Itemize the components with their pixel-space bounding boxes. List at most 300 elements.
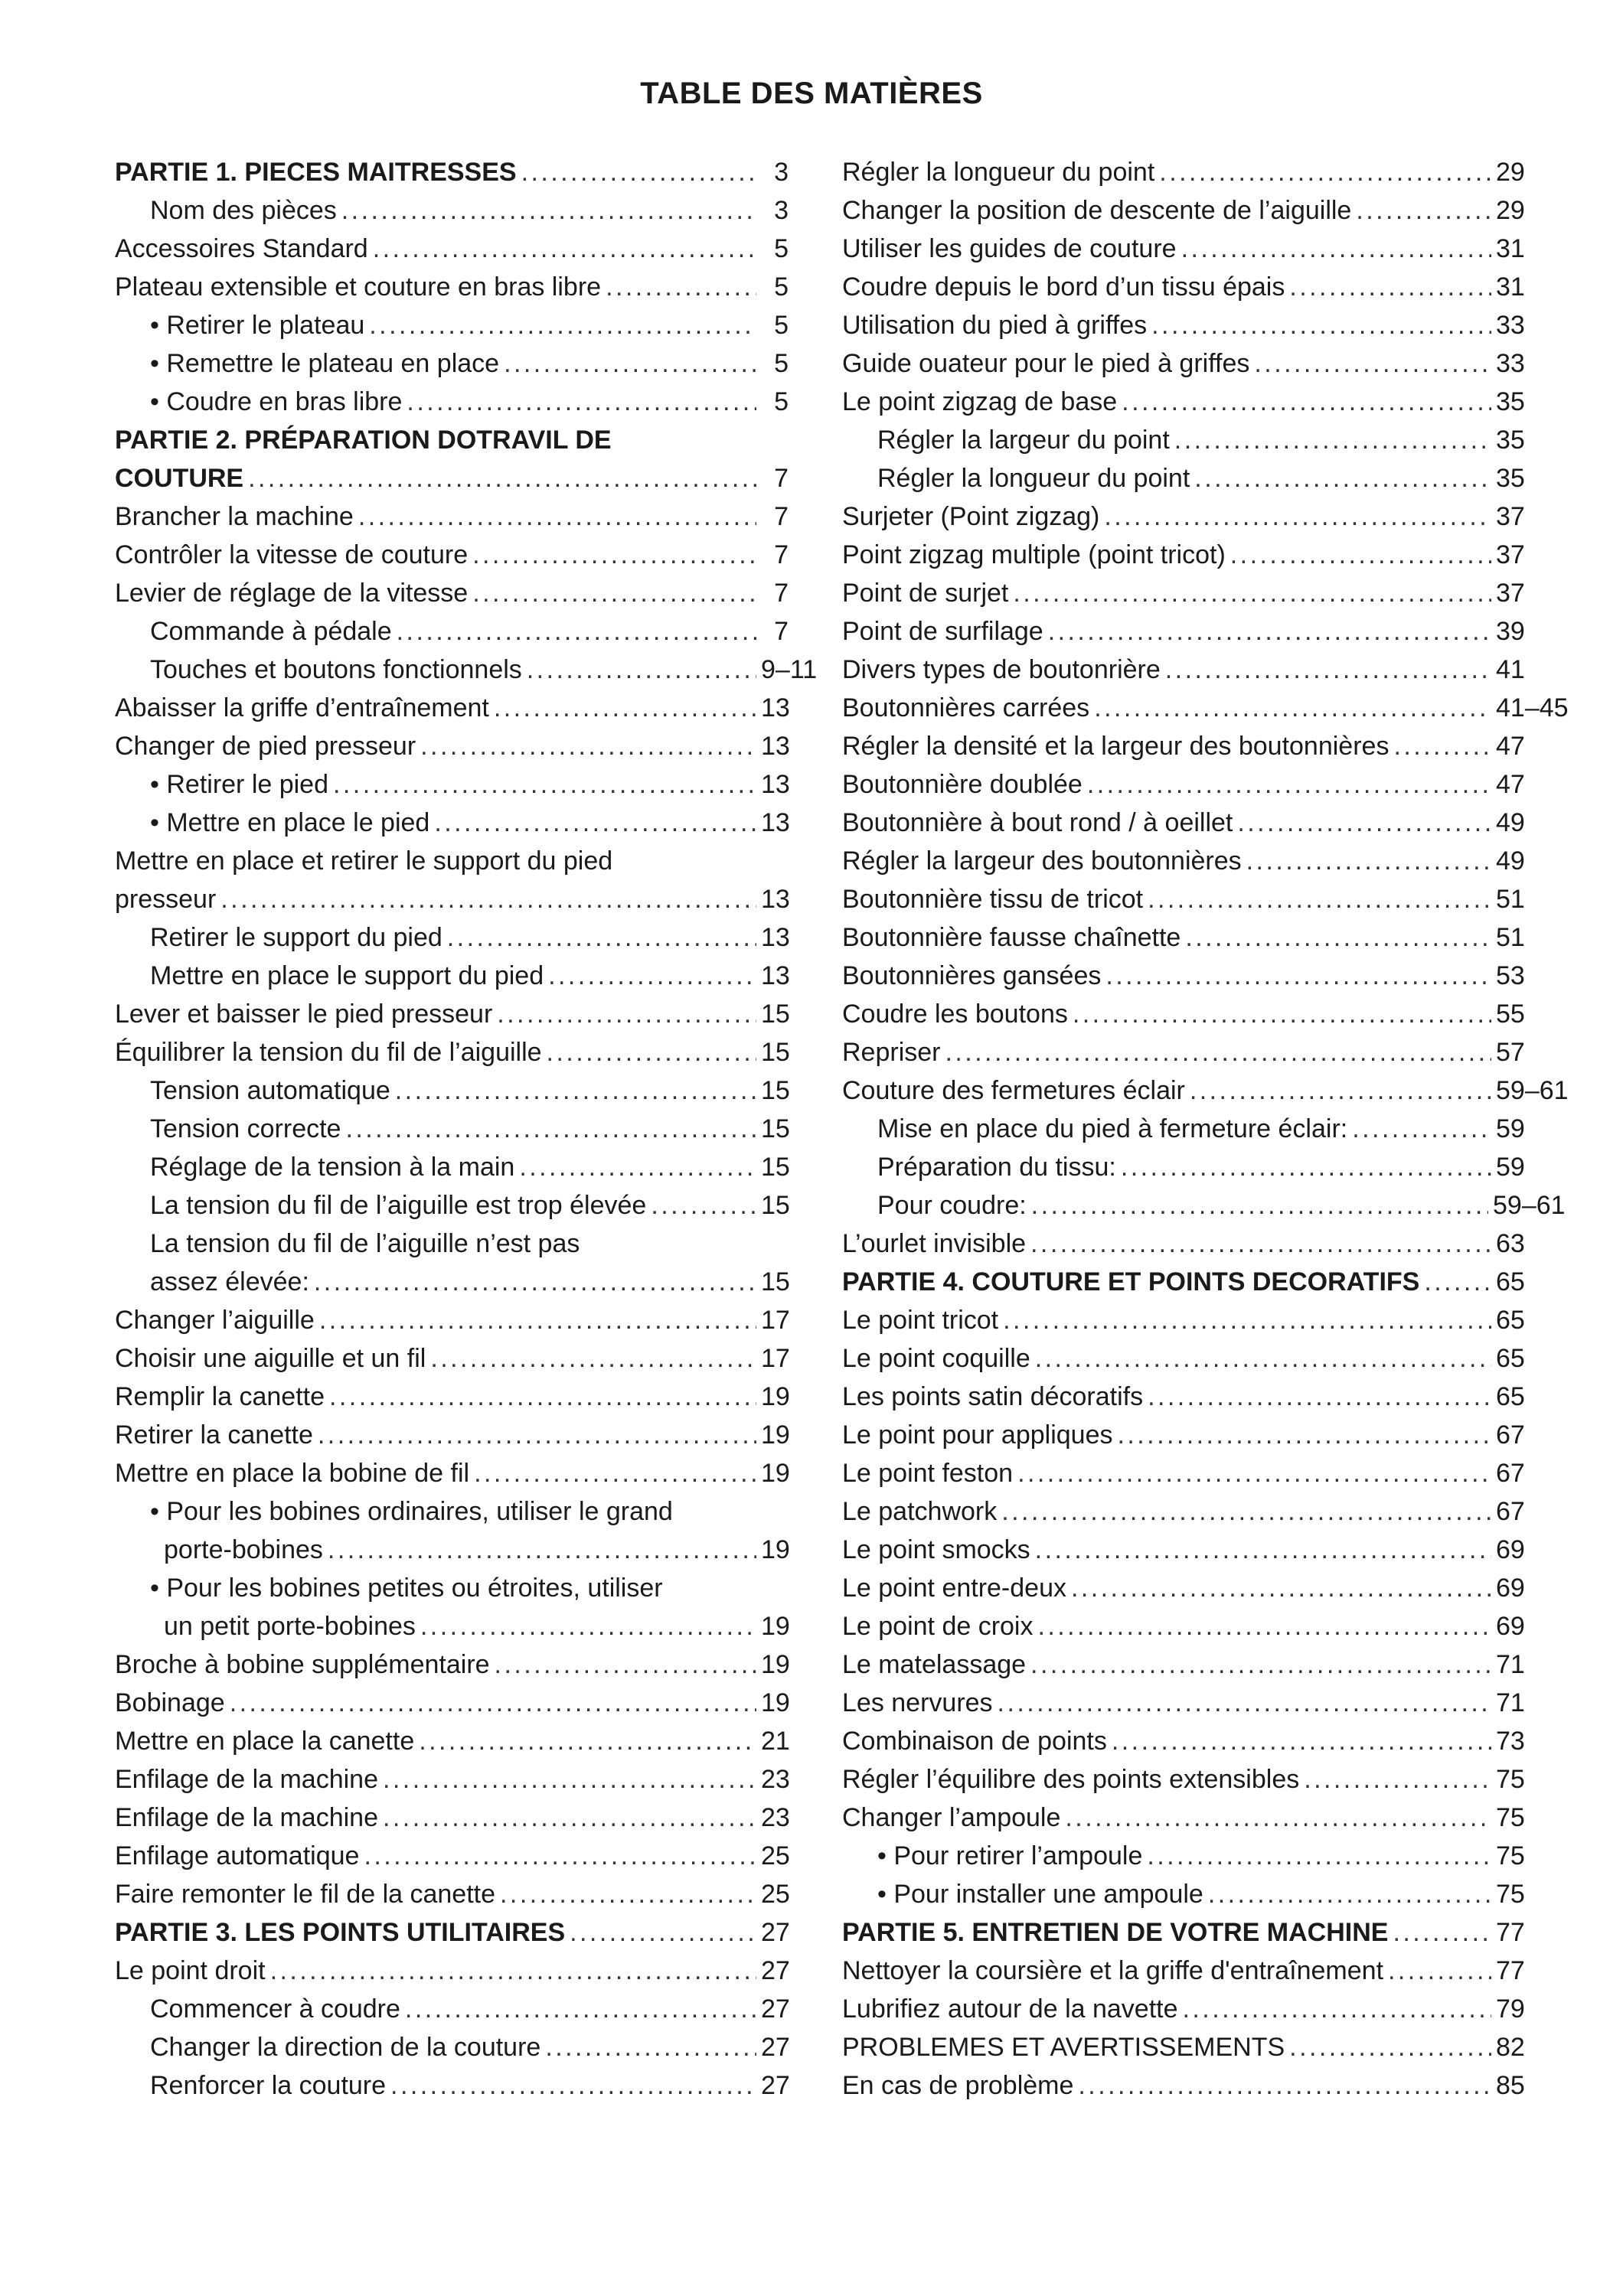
- toc-entry: [842, 1722, 1523, 1760]
- toc-page-number: 85: [1496, 2071, 1525, 2100]
- toc-page-number: 5: [774, 349, 789, 378]
- toc-page-number: 51: [1496, 885, 1525, 914]
- toc-entry: [842, 1225, 1523, 1263]
- toc-entry: [115, 383, 789, 421]
- dot-leader: [1094, 689, 1491, 727]
- toc-entry-label: PROBLEMES ET AVERTISSEMENTS: [842, 2033, 1285, 2062]
- dot-leader: [248, 459, 756, 497]
- dot-leader: [1352, 1110, 1491, 1148]
- toc-entry: [842, 1071, 1569, 1110]
- toc-entry-label: Utilisation du pied à griffes: [842, 311, 1148, 340]
- toc-entry: [842, 1110, 1523, 1148]
- toc-entry-label: Le point coquille: [842, 1344, 1030, 1373]
- toc-entry: [115, 880, 789, 918]
- toc-entry-label: Changer l’aiguille: [115, 1306, 315, 1335]
- toc-entry-label: • Pour retirer l’ampoule: [877, 1841, 1143, 1870]
- toc-entry-label: L’ourlet invisible: [842, 1229, 1027, 1258]
- dot-leader: [1254, 344, 1491, 383]
- toc-entry: [842, 651, 1523, 689]
- toc-page-number: 49: [1496, 846, 1525, 876]
- dot-leader: [472, 574, 756, 612]
- dot-leader: [390, 2066, 756, 2105]
- toc-entry-label: Pour coudre:: [877, 1191, 1027, 1220]
- toc-entry: [842, 727, 1523, 765]
- toc-entry: [842, 2028, 1523, 2066]
- dot-leader: [998, 1684, 1491, 1722]
- dot-leader: [545, 2028, 756, 2066]
- toc-page-number: 65: [1496, 1344, 1525, 1373]
- toc-entry-label: Mettre en place la canette: [115, 1727, 415, 1756]
- toc-page-number: 75: [1496, 1765, 1525, 1794]
- toc-entry-label: Utiliser les guides de couture: [842, 234, 1177, 263]
- toc-entry-label: Régler la longueur du point: [842, 158, 1155, 187]
- toc-entry: [842, 1875, 1523, 1913]
- dot-leader: [1151, 306, 1491, 344]
- toc-entry-label: Contrôler la vitesse de couture: [115, 540, 469, 569]
- dot-leader: [405, 1990, 756, 2028]
- dot-leader: [548, 957, 756, 995]
- toc-entry-label: Le point tricot: [842, 1306, 999, 1335]
- dot-leader: [1148, 1378, 1491, 1416]
- toc-entry: [842, 1569, 1523, 1607]
- toc-entry: [842, 1837, 1523, 1875]
- toc-entry-label: La tension du fil de l’aiguille est trop élevée: [150, 1191, 647, 1220]
- toc-entry: [115, 689, 789, 727]
- dot-leader: [230, 1684, 756, 1722]
- toc-entry: [115, 612, 789, 651]
- toc-entry: [842, 191, 1523, 230]
- toc-page-number: 27: [761, 2071, 790, 2100]
- toc-entry: [115, 1225, 789, 1263]
- dot-leader: [447, 918, 756, 957]
- toc-page-number: 21: [761, 1727, 790, 1756]
- toc-page-number: 55: [1496, 1000, 1525, 1029]
- toc-entry: [842, 1760, 1523, 1799]
- dot-leader: [329, 1378, 756, 1416]
- toc-entry-label: Boutonnières carrées: [842, 693, 1090, 722]
- toc-page-number: 7: [774, 464, 789, 493]
- toc-entry: [115, 1569, 789, 1607]
- toc-entry-label: Tension correcte: [150, 1114, 341, 1143]
- toc-entry-label: PARTIE 2. PRÉPARATION DOTRAVIL DE: [115, 426, 612, 455]
- toc-section-heading: [115, 153, 789, 191]
- toc-entry: [115, 1148, 789, 1186]
- toc-page-number: 27: [761, 2033, 790, 2062]
- dot-leader: [1356, 191, 1491, 230]
- toc-entry: [115, 1684, 789, 1722]
- toc-page-number: 49: [1496, 808, 1525, 837]
- toc-entry-label: Commencer à coudre: [150, 1994, 400, 2024]
- dot-leader: [358, 497, 756, 536]
- dot-leader: [420, 1607, 756, 1645]
- toc-page-number: 13: [761, 808, 790, 837]
- dot-leader: [1048, 612, 1491, 651]
- toc-entry-label: Lubrifiez autour de la navette: [842, 1994, 1178, 2024]
- toc-page-number: 15: [761, 1191, 790, 1220]
- toc-entry: [115, 918, 789, 957]
- toc-entry: [842, 995, 1523, 1033]
- toc-entry: [115, 1531, 789, 1569]
- dot-leader: [1230, 536, 1491, 574]
- toc-page-number: 82: [1496, 2033, 1525, 2062]
- toc-entry: [115, 727, 789, 765]
- dot-leader: [1246, 842, 1491, 880]
- toc-page-number: 31: [1496, 234, 1525, 263]
- toc-page-number: 13: [761, 961, 790, 990]
- toc-page-number: 23: [761, 1765, 790, 1794]
- toc-entry-label: • Retirer le plateau: [150, 311, 365, 340]
- dot-leader: [1035, 1339, 1491, 1378]
- toc-entry: [842, 1454, 1523, 1492]
- toc-entry-label: Lever et baisser le pied presseur: [115, 1000, 493, 1029]
- toc-entry: [115, 1645, 789, 1684]
- dot-leader: [1185, 918, 1491, 957]
- dot-leader: [1289, 268, 1491, 306]
- dot-leader: [1121, 1148, 1491, 1186]
- toc-entry-label: Touches et boutons fonctionnels: [150, 655, 522, 684]
- toc-entry: [842, 383, 1523, 421]
- dot-leader: [651, 1186, 756, 1225]
- toc-entry: [115, 842, 789, 880]
- toc-entry-label: Régler l’équilibre des points extensibles: [842, 1765, 1300, 1794]
- toc-entry: [115, 1186, 789, 1225]
- dot-leader: [1001, 1492, 1491, 1531]
- toc-entry: [842, 1339, 1523, 1378]
- toc-entry: [842, 689, 1569, 727]
- toc-section-heading: [115, 1913, 789, 1952]
- dot-leader: [1030, 1645, 1491, 1684]
- toc-entry: [115, 1722, 789, 1760]
- toc-section-heading: [115, 421, 789, 459]
- toc-entry: [842, 1301, 1523, 1339]
- toc-page-number: 59: [1496, 1153, 1525, 1182]
- toc-entry-label: Les points satin décoratifs: [842, 1382, 1144, 1411]
- toc-page-number: 35: [1496, 426, 1525, 455]
- toc-entry-label: Accessoires Standard: [115, 234, 368, 263]
- dot-leader: [519, 1148, 756, 1186]
- toc-page-number: 77: [1496, 1918, 1525, 1947]
- toc-page-number: 7: [774, 540, 789, 569]
- toc-page-number: 19: [761, 1688, 790, 1717]
- toc-entry: [842, 1186, 1566, 1225]
- toc-page-number: 37: [1496, 502, 1525, 531]
- toc-page-number: 7: [774, 617, 789, 646]
- toc-page-number: 7: [774, 502, 789, 531]
- dot-leader: [497, 995, 756, 1033]
- dot-leader: [472, 536, 756, 574]
- dot-leader: [1393, 727, 1491, 765]
- toc-entry: [115, 1301, 789, 1339]
- toc-entry-label: Le point feston: [842, 1459, 1014, 1488]
- toc-entry-label: Équilibrer la tension du fil de l’aiguille: [115, 1038, 542, 1067]
- toc-page-number: 35: [1496, 464, 1525, 493]
- toc-page-number: 7: [774, 579, 789, 608]
- toc-page-number: 69: [1496, 1535, 1525, 1564]
- toc-entry: [115, 1607, 789, 1645]
- toc-page-number: 15: [761, 1000, 790, 1029]
- toc-entry-label: La tension du fil de l’aiguille n’est pas: [150, 1229, 580, 1258]
- toc-page-number: 75: [1496, 1841, 1525, 1870]
- toc-entry: [842, 574, 1523, 612]
- toc-entry: [115, 306, 789, 344]
- dot-leader: [328, 1531, 756, 1569]
- dot-leader: [606, 268, 756, 306]
- dot-leader: [1289, 2028, 1491, 2066]
- toc-entry: [842, 230, 1523, 268]
- toc-page-number: 13: [761, 770, 790, 799]
- toc-page-number: 71: [1496, 1650, 1525, 1679]
- toc-page-number: 59–61: [1496, 1076, 1569, 1105]
- toc-entry: [115, 804, 789, 842]
- dot-leader: [318, 1416, 756, 1454]
- toc-entry: [842, 1492, 1523, 1531]
- dot-leader: [1190, 1071, 1491, 1110]
- toc-entry-label: Boutonnière tissu de tricot: [842, 885, 1144, 914]
- toc-entry: [115, 1492, 789, 1531]
- toc-entry: [115, 497, 789, 536]
- toc-page-number: 41–45: [1496, 693, 1569, 722]
- toc-entry-label: Préparation du tissu:: [877, 1153, 1116, 1182]
- dot-leader: [1183, 1990, 1491, 2028]
- toc-entry-label: • Mettre en place le pied: [150, 808, 430, 837]
- toc-page-number: 75: [1496, 1880, 1525, 1909]
- toc-page-number: 67: [1496, 1497, 1525, 1526]
- toc-entry: [842, 306, 1523, 344]
- dot-leader: [319, 1301, 756, 1339]
- toc-entry: [115, 1339, 789, 1378]
- toc-page-number: 39: [1496, 617, 1525, 646]
- dot-leader: [504, 344, 756, 383]
- toc-entry: [842, 1378, 1523, 1416]
- toc-entry-label: Réglage de la tension à la main: [150, 1153, 515, 1182]
- dot-leader: [1038, 1607, 1492, 1645]
- toc-entry: [115, 1416, 789, 1454]
- toc-page-number: 47: [1496, 770, 1525, 799]
- dot-leader: [1104, 497, 1491, 536]
- toc-entry: [842, 1033, 1523, 1071]
- toc-entry-label: PARTIE 3. LES POINTS UTILITAIRES: [115, 1918, 566, 1947]
- dot-leader: [474, 1454, 756, 1492]
- toc-entry: [842, 842, 1523, 880]
- toc-entry-label: Brancher la machine: [115, 502, 354, 531]
- dot-leader: [314, 1263, 756, 1301]
- toc-page-number: 15: [761, 1153, 790, 1182]
- toc-page-number: 57: [1496, 1038, 1525, 1067]
- toc-entry-label: Point zigzag multiple (point tricot): [842, 540, 1226, 569]
- toc-entry: [115, 957, 789, 995]
- toc-entry: [115, 268, 789, 306]
- toc-page-number: 29: [1496, 196, 1525, 225]
- dot-leader: [1237, 804, 1491, 842]
- toc-entry: [842, 1684, 1523, 1722]
- dot-leader: [1159, 153, 1491, 191]
- toc-page-number: 33: [1496, 311, 1525, 340]
- toc-entry: [115, 230, 789, 268]
- toc-entry-label: Retirer la canette: [115, 1420, 313, 1450]
- toc-entry-label: Point de surjet: [842, 579, 1009, 608]
- toc-entry-label: presseur: [115, 885, 217, 914]
- dot-leader: [1078, 2066, 1491, 2105]
- dot-leader: [220, 880, 756, 918]
- toc-entry: [115, 1837, 789, 1875]
- toc-page-number: 19: [761, 1650, 790, 1679]
- toc-entry: [115, 765, 789, 804]
- dot-leader: [547, 1033, 756, 1071]
- toc-entry-label: Broche à bobine supplémentaire: [115, 1650, 490, 1679]
- toc-page-number: 71: [1496, 1688, 1525, 1717]
- dot-leader: [1013, 574, 1491, 612]
- dot-leader: [395, 1071, 756, 1110]
- toc-entry: [115, 1378, 789, 1416]
- toc-entry-label: Changer la position de descente de l’aiguille: [842, 196, 1352, 225]
- toc-entry: [842, 536, 1523, 574]
- toc-entry-label: Changer la direction de la couture: [150, 2033, 541, 2062]
- toc-page-number: 5: [774, 272, 789, 302]
- toc-entry: [842, 153, 1523, 191]
- dot-leader: [1304, 1760, 1491, 1799]
- toc-entry: [115, 995, 789, 1033]
- toc-section-heading: [842, 1263, 1523, 1301]
- toc-entry-label: PARTIE 1. PIECES MAITRESSES: [115, 158, 517, 187]
- toc-page-number: 75: [1496, 1803, 1525, 1832]
- toc-page-number: 41: [1496, 655, 1525, 684]
- toc-page-number: 51: [1496, 923, 1525, 952]
- toc-entry-label: Boutonnière fausse chaînette: [842, 923, 1181, 952]
- toc-page-number: 3: [774, 196, 789, 225]
- toc-entry-label: Mettre en place le support du pied: [150, 961, 544, 990]
- toc-entry: [842, 1607, 1523, 1645]
- toc-entry: [842, 765, 1523, 804]
- dot-leader: [1035, 1531, 1491, 1569]
- toc-entry: [842, 612, 1523, 651]
- toc-entry: [842, 1799, 1523, 1837]
- toc-page-number: 73: [1496, 1727, 1525, 1756]
- toc-entry-label: Nettoyer la coursière et la griffe d'entraînement: [842, 1956, 1384, 1985]
- toc-entry-label: Le point de croix: [842, 1612, 1034, 1641]
- toc-entry-label: Levier de réglage de la vitesse: [115, 579, 469, 608]
- dot-leader: [1105, 957, 1491, 995]
- toc-entry-label: Commande à pédale: [150, 617, 392, 646]
- toc-entry-label: Repriser: [842, 1038, 941, 1067]
- toc-page-number: 3: [774, 158, 789, 187]
- dot-leader: [1174, 421, 1491, 459]
- toc-entry-label: En cas de problème: [842, 2071, 1074, 2100]
- toc-entry-label: Nom des pièces: [150, 196, 337, 225]
- toc-page-number: 5: [774, 387, 789, 416]
- dot-leader: [1017, 1454, 1491, 1492]
- dot-leader: [945, 1033, 1491, 1071]
- toc-page-number: 63: [1496, 1229, 1525, 1258]
- dot-leader: [383, 1760, 756, 1799]
- toc-entry: [115, 536, 789, 574]
- toc-page-number: 69: [1496, 1612, 1525, 1641]
- dot-leader: [1031, 1186, 1488, 1225]
- toc-page-number: 15: [761, 1038, 790, 1067]
- toc-entry-label: porte-bobines: [164, 1535, 323, 1564]
- toc-entry: [842, 957, 1523, 995]
- toc-page-number: 25: [761, 1841, 790, 1870]
- dot-leader: [369, 306, 756, 344]
- toc-entry-label: • Remettre le plateau en place: [150, 349, 500, 378]
- toc-entry: [842, 497, 1523, 536]
- page-title: TABLE DES MATIÈRES: [640, 77, 983, 110]
- toc-entry-label: Le patchwork: [842, 1497, 998, 1526]
- toc-entry-label: Surjeter (Point zigzag): [842, 502, 1100, 531]
- toc-page-number: 79: [1496, 1994, 1525, 2024]
- toc-page-number: 37: [1496, 540, 1525, 569]
- toc-section-heading: [115, 459, 789, 497]
- toc-page-number: 65: [1496, 1382, 1525, 1411]
- toc-page-number: 19: [761, 1459, 790, 1488]
- toc-entry-label: Boutonnière doublée: [842, 770, 1083, 799]
- toc-page-number: 15: [761, 1114, 790, 1143]
- toc-page-number: 13: [761, 885, 790, 914]
- toc-entry-label: assez élevée:: [150, 1267, 309, 1296]
- toc-page-number: 15: [761, 1076, 790, 1105]
- toc-entry-label: Le point zigzag de base: [842, 387, 1118, 416]
- toc-entry-label: • Retirer le pied: [150, 770, 329, 799]
- toc-section-heading: [842, 1913, 1523, 1952]
- dot-leader: [1181, 230, 1491, 268]
- toc-page-number: 9–11: [761, 655, 818, 684]
- toc-entry-label: Faire remonter le fil de la canette: [115, 1880, 496, 1909]
- toc-entry: [115, 1071, 789, 1110]
- dot-leader: [1388, 1952, 1491, 1990]
- toc-entry: [842, 1416, 1523, 1454]
- toc-entry-label: • Pour installer une ampoule: [877, 1880, 1203, 1909]
- toc-entry: [842, 1148, 1523, 1186]
- toc-entry-label: Le point smocks: [842, 1535, 1030, 1564]
- dot-leader: [494, 689, 756, 727]
- toc-entry-label: Régler la largeur des boutonnières: [842, 846, 1242, 876]
- toc-entry-label: Coudre les boutons: [842, 1000, 1068, 1029]
- dot-leader: [1208, 1875, 1491, 1913]
- dot-leader: [1030, 1225, 1491, 1263]
- toc-entry-label: Remplir la canette: [115, 1382, 325, 1411]
- dot-leader: [430, 1339, 756, 1378]
- toc-page-number: 19: [761, 1382, 790, 1411]
- toc-page-number: 29: [1496, 158, 1525, 187]
- toc-entry: [115, 1263, 789, 1301]
- toc-entry-label: Guide ouateur pour le pied à griffes: [842, 349, 1250, 378]
- toc-entry-label: Renforcer la couture: [150, 2071, 387, 2100]
- dot-leader: [1112, 1722, 1491, 1760]
- toc-page-number: 13: [761, 693, 790, 722]
- toc-entry-label: un petit porte-bobines: [164, 1612, 416, 1641]
- toc-page-number: 17: [761, 1344, 790, 1373]
- toc-page-number: 77: [1496, 1956, 1525, 1985]
- toc-entry-label: • Coudre en bras libre: [150, 387, 403, 416]
- toc-entry: [115, 1990, 789, 2028]
- dot-leader: [570, 1913, 756, 1952]
- dot-leader: [1073, 995, 1491, 1033]
- toc-entry-label: Bobinage: [115, 1688, 225, 1717]
- toc-entry-label: Enfilage de la machine: [115, 1803, 379, 1832]
- dot-leader: [1393, 1913, 1491, 1952]
- toc-page-number: 47: [1496, 732, 1525, 761]
- toc-entry-label: Tension automatique: [150, 1076, 390, 1105]
- toc-entry: [842, 1952, 1523, 1990]
- toc-entry: [842, 268, 1523, 306]
- dot-leader: [345, 1110, 756, 1148]
- toc-column-right: [842, 153, 1569, 2105]
- toc-entry-label: Le matelassage: [842, 1650, 1027, 1679]
- toc-entry: [115, 1760, 789, 1799]
- toc-entry-label: Plateau extensible et couture en bras libre: [115, 272, 602, 302]
- toc-page-number: 5: [774, 311, 789, 340]
- toc-entry: [842, 1645, 1523, 1684]
- dot-leader: [270, 1952, 756, 1990]
